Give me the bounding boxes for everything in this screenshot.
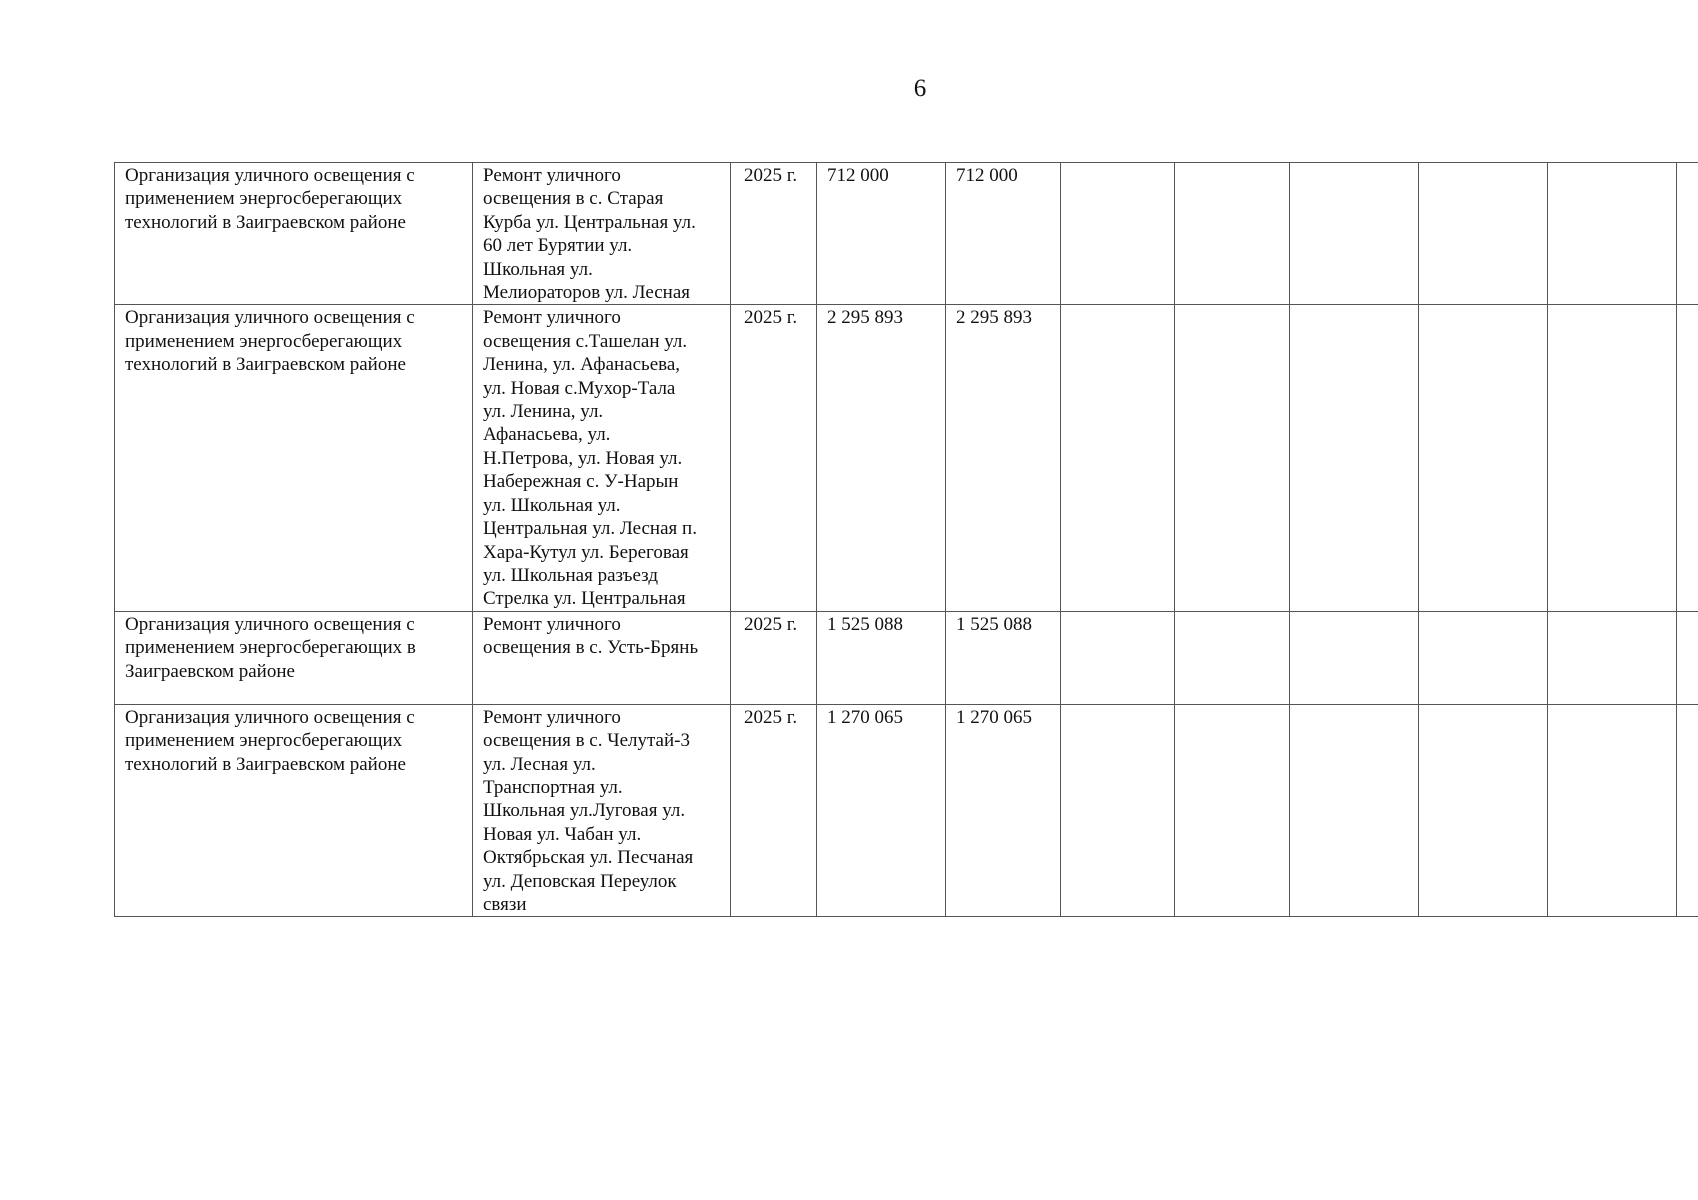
empty-cell (1419, 611, 1548, 704)
table-row (115, 163, 1698, 305)
empty-cell (1677, 611, 1698, 704)
total-cell: 1 525 088 (817, 611, 946, 704)
event-cell (115, 704, 473, 917)
empty-cell (1175, 163, 1290, 305)
amount-cell: 712 000 (946, 163, 1061, 305)
amount-cell: 1 525 088 (946, 611, 1061, 704)
empty-cell (1175, 704, 1290, 917)
empty-cell (1548, 163, 1677, 305)
year-cell: 2025 г. (731, 163, 817, 305)
total-cell: 1 270 065 (817, 704, 946, 917)
amount-cell: 2 295 893 (946, 305, 1061, 611)
empty-cell (1548, 611, 1677, 704)
table-row (115, 704, 1698, 917)
year-cell: 2025 г. (731, 305, 817, 611)
description-text: Ремонт уличного освещения в с. Усть-Брянь (483, 613, 699, 659)
total-cell: 712 000 (817, 163, 946, 305)
event-text: Организация уличного освещения с применением энергосберегающих технологий в Заиграевском районе (125, 307, 415, 376)
funding-table (114, 162, 1698, 917)
description-cell (473, 611, 731, 704)
empty-cell (1061, 305, 1175, 611)
description-text: Ремонт уличного освещения с.Ташелан ул. Ленина, ул. Афанасьева, ул. Новая с.Мухор-Тала ул. Ленина, ул. Афанасьева, ул. Н.Петрова, ул. Новая ул. Набережная с. У-Нарын ул. Школьная ул. Центральная ул. Лесная п. Хара-Кутул ул. Береговая ул. Школьная разъезд Стрелка ул. Центральная (483, 307, 697, 610)
event-cell (115, 611, 473, 704)
empty-cell (1419, 305, 1548, 611)
event-cell (115, 163, 473, 305)
empty-cell (1290, 305, 1419, 611)
empty-cell (1290, 611, 1419, 704)
description-cell (473, 305, 731, 611)
event-text: Организация уличного освещения с применением энергосберегающих технологий в Заиграевском районе (125, 706, 415, 775)
empty-cell (1061, 611, 1175, 704)
empty-cell (1548, 704, 1677, 917)
amount-cell: 1 270 065 (946, 704, 1061, 917)
empty-cell (1677, 305, 1698, 611)
event-text: Организация уличного освещения с применением энергосберегающих технологий в Заиграевском районе (125, 165, 415, 233)
event-cell (115, 305, 473, 611)
empty-cell (1061, 704, 1175, 917)
event-text: Организация уличного освещения с применением энергосберегающих в Заиграевском районе (125, 613, 416, 682)
description-cell (473, 163, 731, 305)
year-cell: 2025 г. (731, 704, 817, 917)
empty-cell (1175, 305, 1290, 611)
empty-cell (1419, 704, 1548, 917)
empty-cell (1677, 163, 1698, 305)
page-number: 6 (913, 75, 927, 102)
table-row (115, 305, 1698, 611)
total-cell: 2 295 893 (817, 305, 946, 611)
year-cell: 2025 г. (731, 611, 817, 704)
empty-cell (1290, 704, 1419, 917)
empty-cell (1061, 163, 1175, 305)
empty-cell (1419, 163, 1548, 305)
empty-cell (1548, 305, 1677, 611)
empty-cell (1677, 704, 1698, 917)
table-row (115, 611, 1698, 704)
description-text: Ремонт уличного освещения в с. Старая Курба ул. Центральная ул. 60 лет Бурятии ул. Школьная ул. Мелиораторов ул. Лесная (483, 165, 696, 304)
description-text: Ремонт уличного освещения в с. Челутай-3 ул. Лесная ул. Транспортная ул. Школьная ул.Луговая ул. Новая ул. Чабан ул. Октябрьская ул. Песчаная ул. Деповская Переулок связи (483, 706, 694, 915)
description-cell (473, 704, 731, 917)
empty-cell (1290, 163, 1419, 305)
empty-cell (1175, 611, 1290, 704)
